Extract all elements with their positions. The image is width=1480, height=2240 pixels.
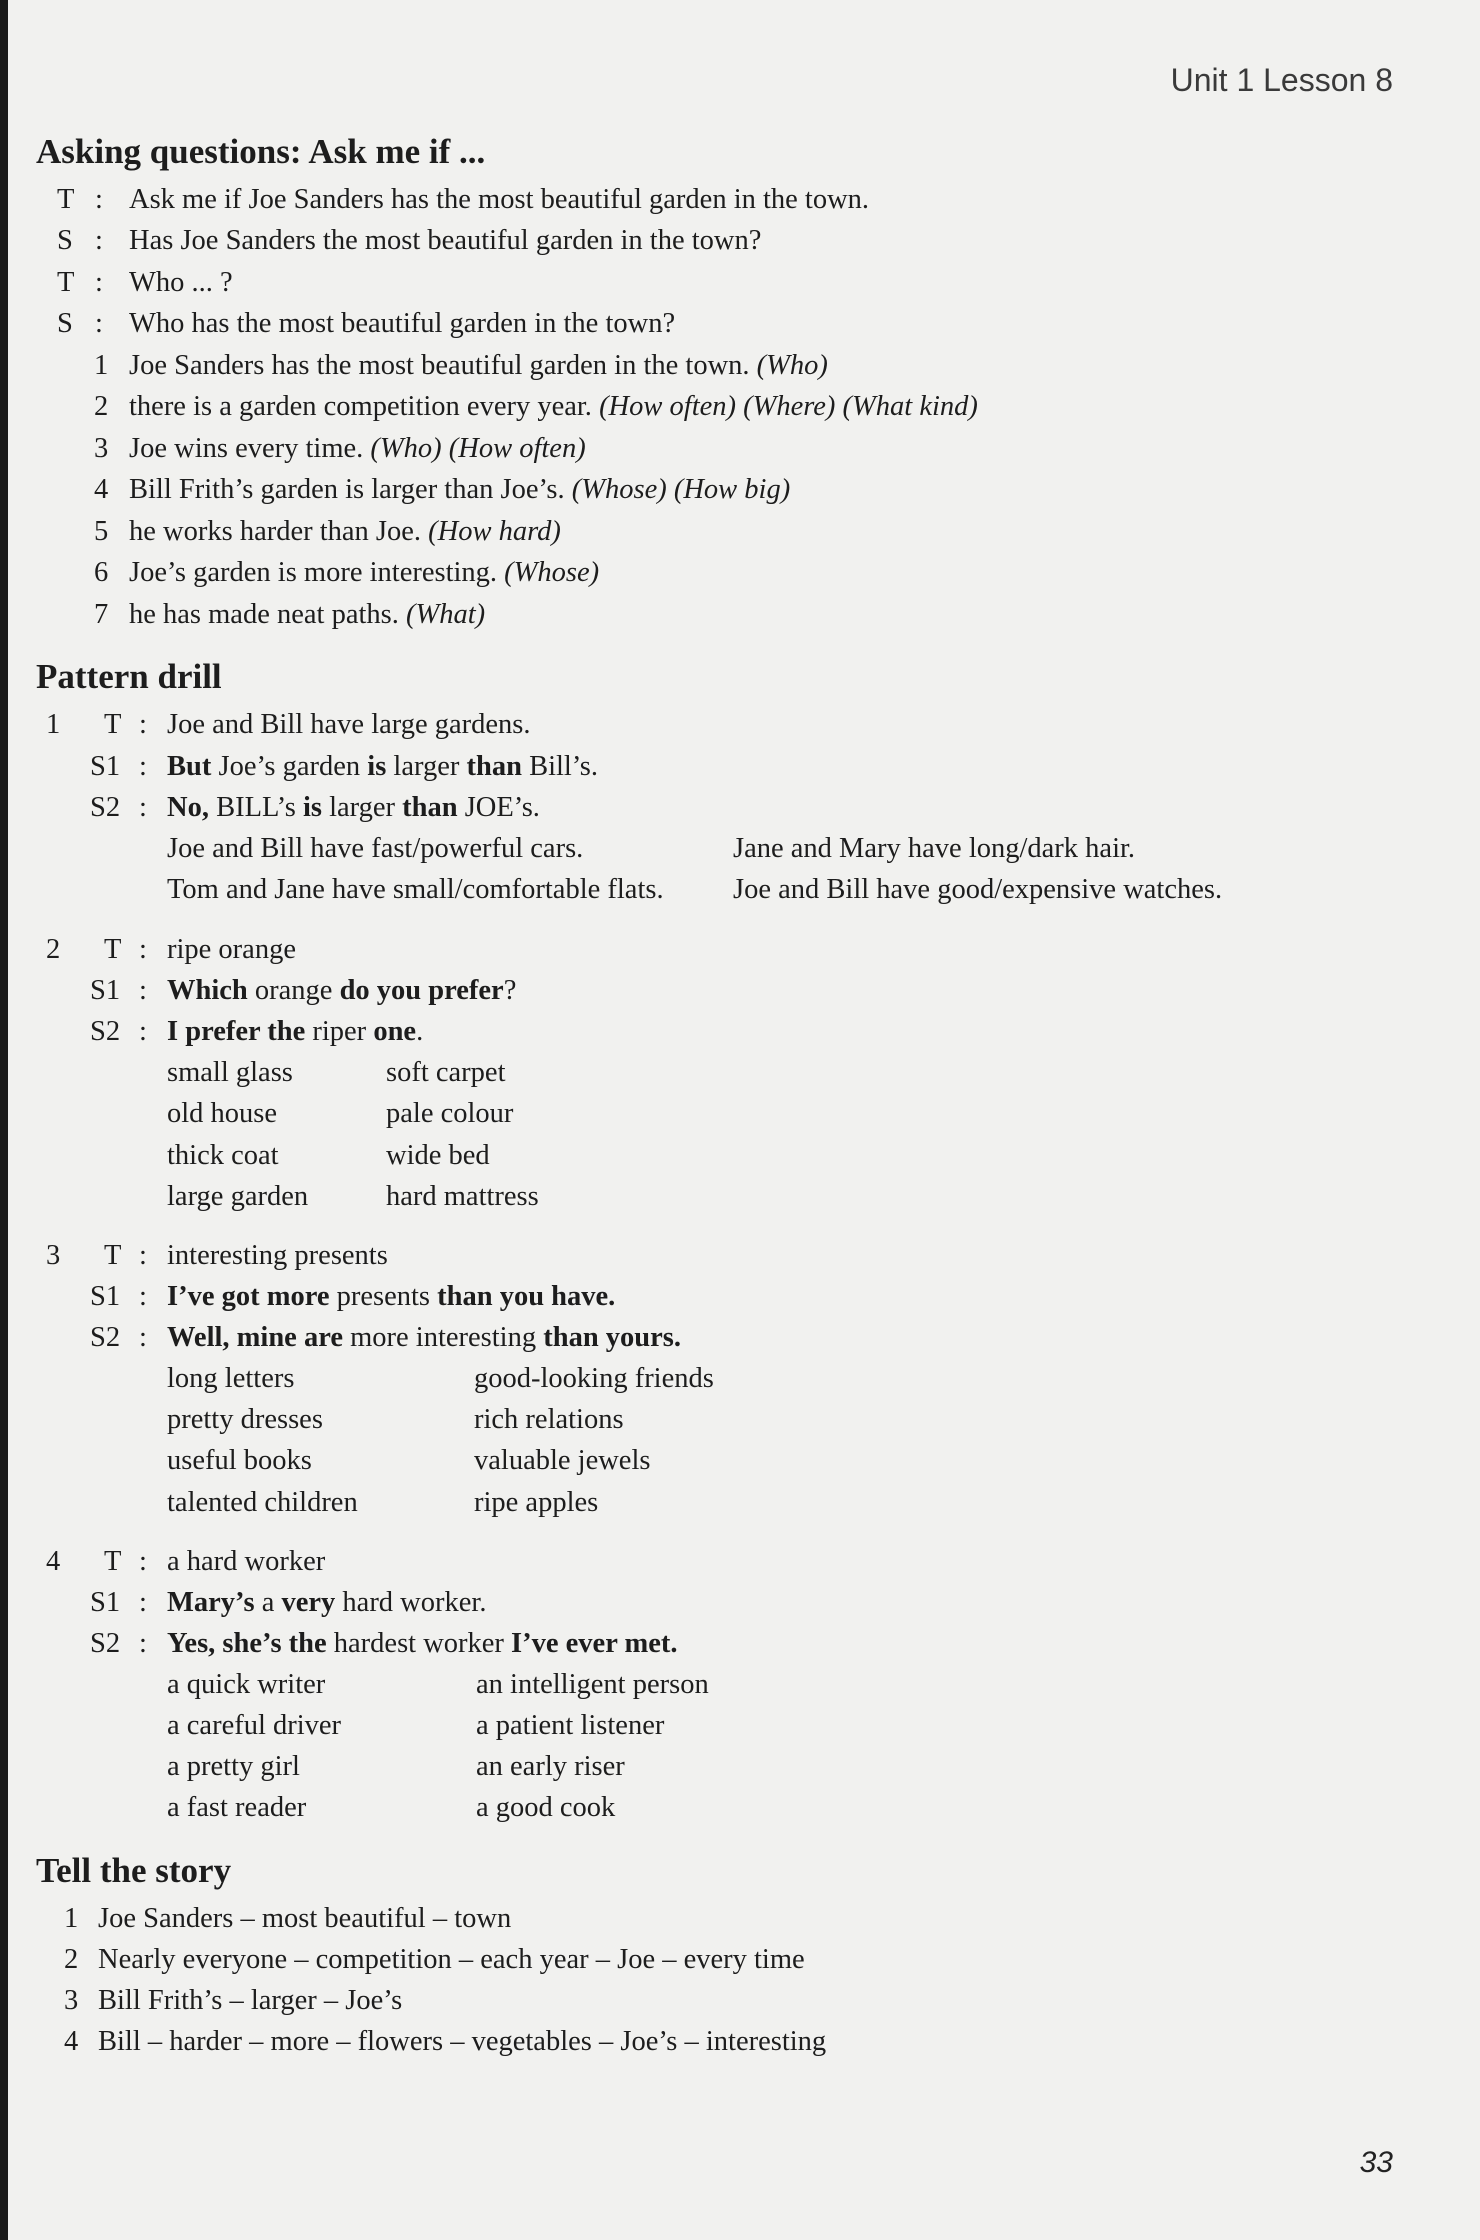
bold-segment: very (281, 1587, 336, 1618)
prompt-word: hard mattress (386, 1181, 539, 1212)
speaker-label: S (57, 225, 73, 256)
item-number: 4 (94, 474, 109, 505)
bold-segment: No, (167, 792, 209, 823)
colon: : (139, 1322, 147, 1353)
bold-segment: than (466, 751, 522, 782)
item-text: Joe wins every time. (129, 433, 364, 464)
item-cue: (Whose) (504, 557, 600, 588)
page-number: 33 (1359, 2146, 1393, 2179)
bold-segment: Well, mine are (167, 1322, 343, 1353)
item-number: 1 (94, 350, 109, 381)
drill-text (167, 787, 540, 828)
prompt-word: a careful driver (167, 1710, 342, 1741)
colon: : (139, 1587, 147, 1618)
colon: : (139, 751, 147, 782)
prompt-word: a patient listener (476, 1710, 665, 1741)
item-text: there is a garden competition every year. (129, 391, 592, 422)
colon: : (95, 184, 103, 215)
item-cue: (How hard) (428, 516, 561, 547)
drill-number: 4 (46, 1546, 61, 1577)
drill-text (167, 1317, 681, 1358)
drill-text (167, 1011, 423, 1052)
item-text: Bill Frith’s – larger – Joe’s (98, 1985, 403, 2016)
text-segment: larger (321, 792, 403, 823)
drill-number: 1 (46, 709, 61, 740)
speaker-label: T (57, 184, 75, 215)
speaker-label: S2 (90, 1628, 121, 1659)
prompt-word: good-looking friends (474, 1363, 714, 1394)
text-segment: a (254, 1587, 282, 1618)
prompt-word: large garden (167, 1181, 309, 1212)
example-text: Who ... ? (129, 267, 233, 298)
text-segment: hard worker. (335, 1587, 487, 1618)
item-text: Joe Sanders – most beautiful – town (98, 1903, 512, 1934)
text-segment: Joe’s garden (211, 751, 368, 782)
prompt-word: an intelligent person (476, 1669, 709, 1700)
prompt-word: valuable jewels (474, 1445, 651, 1476)
item-cue: (What) (405, 599, 486, 630)
item-number: 4 (64, 2026, 79, 2057)
prompt-word: thick coat (167, 1140, 279, 1171)
speaker-label: T (57, 267, 75, 298)
colon: : (139, 709, 147, 740)
text-segment: JOE’s. (457, 792, 540, 823)
prompt-word: Tom and Jane have small/comfortable flats. (167, 874, 664, 905)
text-segment: a hard worker (167, 1546, 326, 1577)
drill-text (167, 1582, 486, 1623)
bold-segment: do you prefer (339, 975, 504, 1006)
section-title-tell-the-story: Tell the story (36, 1851, 232, 1890)
speaker-label: S2 (90, 1016, 121, 1047)
prompt-word: wide bed (386, 1140, 490, 1171)
bold-segment: But (167, 751, 212, 782)
speaker-label: T (104, 934, 122, 965)
text-segment: ripe orange (167, 934, 296, 965)
item-cue: (Who) (How often) (370, 433, 586, 464)
prompt-word: long letters (167, 1363, 295, 1394)
item-number: 7 (94, 599, 109, 630)
prompt-word: soft carpet (386, 1057, 506, 1088)
item-number: 1 (64, 1903, 79, 1934)
item-text: Bill – harder – more – flowers – vegetables – Joe’s – interesting (98, 2026, 827, 2057)
bold-segment: I’ve got more (167, 1281, 330, 1312)
text-segment: more interesting (342, 1322, 544, 1353)
prompt-word: a quick writer (167, 1669, 326, 1700)
bold-segment: than you have. (437, 1281, 616, 1312)
unit-lesson-header: Unit 1 Lesson 8 (1170, 62, 1393, 98)
drill-number: 2 (46, 934, 61, 965)
item-number: 5 (94, 516, 109, 547)
bold-segment: I’ve ever met. (511, 1628, 678, 1659)
prompt-word: talented children (167, 1487, 358, 1518)
prompt-word: an early riser (476, 1751, 625, 1782)
drill-text (167, 746, 598, 787)
prompt-word: Joe and Bill have fast/powerful cars. (167, 833, 584, 864)
speaker-label: S (57, 308, 73, 339)
drill-number: 3 (46, 1240, 61, 1271)
colon: : (139, 1240, 147, 1271)
speaker-label: S1 (90, 1281, 121, 1312)
speaker-label: T (104, 1240, 122, 1271)
text-segment: . (416, 1016, 424, 1047)
bold-segment: is (367, 751, 387, 782)
text-segment: riper (305, 1016, 374, 1047)
drill-text (167, 970, 516, 1011)
section-title-pattern-drill: Pattern drill (36, 657, 222, 696)
item-number: 3 (64, 1985, 79, 2016)
colon: : (139, 1281, 147, 1312)
speaker-label: S1 (90, 751, 121, 782)
text-segment: hardest worker (326, 1628, 512, 1659)
text-segment: larger (386, 751, 467, 782)
speaker-label: S2 (90, 792, 121, 823)
colon: : (139, 1016, 147, 1047)
speaker-label: T (104, 709, 122, 740)
item-cue: (Whose) (How big) (571, 474, 791, 505)
speaker-label: S1 (90, 1587, 121, 1618)
drill-text (167, 1276, 615, 1317)
page-binding-edge (0, 0, 8, 2240)
prompt-word: small glass (167, 1057, 293, 1088)
prompt-word: useful books (167, 1445, 312, 1476)
bold-segment: Mary’s (167, 1587, 255, 1618)
item-text: he has made neat paths. (129, 599, 399, 630)
example-text: Who has the most beautiful garden in the town? (129, 308, 676, 339)
colon: : (139, 934, 147, 965)
speaker-label: S2 (90, 1322, 121, 1353)
colon: : (95, 267, 103, 298)
item-text: he works harder than Joe. (129, 516, 422, 547)
prompt-word: a pretty girl (167, 1751, 300, 1782)
text-segment: Joe and Bill have large gardens. (167, 709, 531, 740)
item-text: Joe’s garden is more interesting. (129, 557, 498, 588)
example-text: Has Joe Sanders the most beautiful garden in the town? (129, 225, 762, 256)
bold-segment: than yours. (543, 1322, 682, 1353)
text-segment: Bill’s. (521, 751, 598, 782)
colon: : (139, 792, 147, 823)
item-number: 3 (94, 433, 109, 464)
prompt-word: a good cook (476, 1792, 616, 1823)
bold-segment: Which (167, 975, 248, 1006)
item-number: 2 (94, 391, 109, 422)
text-segment: BILL’s (208, 792, 303, 823)
item-cue: (How often) (Where) (What kind) (599, 391, 978, 422)
text-segment: orange (247, 975, 340, 1006)
prompt-word: Jane and Mary have long/dark hair. (733, 833, 1136, 864)
example-text: Ask me if Joe Sanders has the most beautiful garden in the town. (129, 184, 870, 215)
bold-segment: I prefer the (167, 1016, 306, 1047)
item-number: 2 (64, 1944, 79, 1975)
item-cue: (Who) (756, 350, 828, 381)
prompt-word: ripe apples (474, 1487, 599, 1518)
colon: : (95, 308, 103, 339)
drill-text (167, 929, 296, 970)
text-segment: interesting presents (167, 1240, 388, 1271)
prompt-word: pale colour (386, 1098, 514, 1129)
text-segment: presents (329, 1281, 438, 1312)
text-segment: ? (503, 975, 517, 1006)
item-number: 6 (94, 557, 109, 588)
item-text: Joe Sanders has the most beautiful garden in the town. (129, 350, 750, 381)
bold-segment: one (373, 1016, 417, 1047)
speaker-label: S1 (90, 975, 121, 1006)
prompt-word: Joe and Bill have good/expensive watches. (733, 874, 1223, 905)
bold-segment: Yes, she’s the (167, 1628, 327, 1659)
prompt-word: old house (167, 1098, 278, 1129)
drill-text (167, 1541, 325, 1582)
section-title-asking-questions: Asking questions: Ask me if ... (36, 132, 486, 171)
drill-text (167, 704, 531, 745)
prompt-word: pretty dresses (167, 1404, 323, 1435)
drill-text (167, 1623, 677, 1664)
prompt-word: a fast reader (167, 1792, 307, 1823)
colon: : (95, 225, 103, 256)
drill-text (167, 1235, 388, 1276)
colon: : (139, 1546, 147, 1577)
speaker-label: T (104, 1546, 122, 1577)
item-text: Bill Frith’s garden is larger than Joe’s. (129, 474, 565, 505)
bold-segment: is (302, 792, 322, 823)
item-text: Nearly everyone – competition – each year – Joe – every time (98, 1944, 805, 1975)
colon: : (139, 975, 147, 1006)
colon: : (139, 1628, 147, 1659)
bold-segment: than (402, 792, 458, 823)
prompt-word: rich relations (474, 1404, 624, 1435)
